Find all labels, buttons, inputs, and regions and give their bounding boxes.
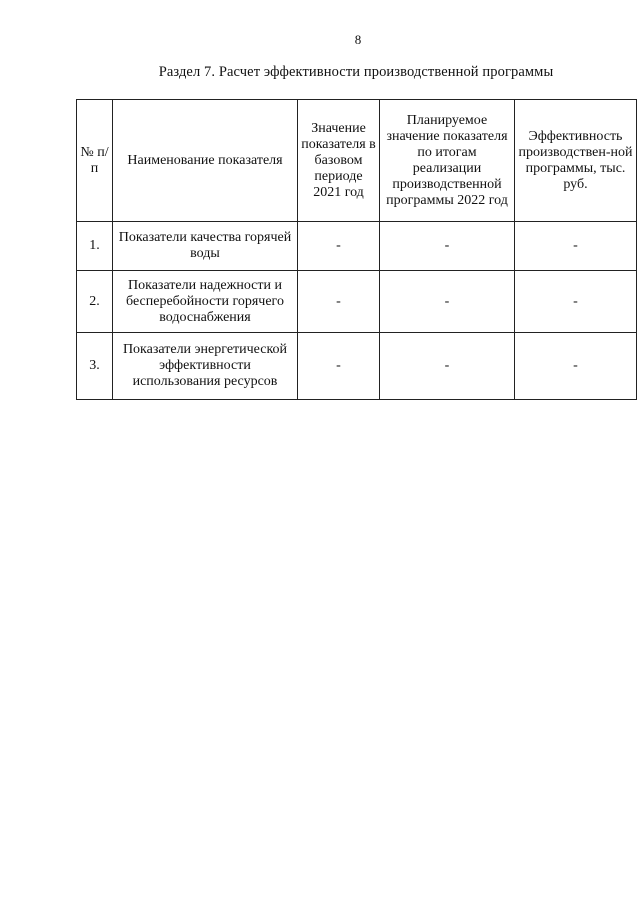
row-base-value: - [298, 271, 380, 333]
row-planned-value: - [380, 333, 515, 400]
row-base-value: - [298, 222, 380, 271]
row-num: 1. [77, 222, 113, 271]
header-efficiency: Эффективность производствен-ной программы, тыс. руб. [515, 100, 637, 222]
row-name: Показатели энергетической эффективности использования ресурсов [113, 333, 298, 400]
row-efficiency: - [515, 333, 637, 400]
table-body [77, 222, 637, 400]
row-name: Показатели качества горячей воды [113, 222, 298, 271]
row-num: 3. [77, 333, 113, 400]
header-name: Наименование показателя [113, 100, 298, 222]
row-name: Показатели надежности и бесперебойности горячего водоснабжения [113, 271, 298, 333]
page-number: 8 [354, 32, 362, 47]
table-row [77, 271, 637, 333]
row-efficiency: - [515, 271, 637, 333]
row-efficiency: - [515, 222, 637, 271]
table-row [77, 333, 637, 400]
section-title: Раздел 7. Расчет эффективности производственной программы [158, 64, 554, 80]
header-row [77, 100, 637, 222]
row-planned-value: - [380, 222, 515, 271]
efficiency-table [76, 99, 637, 400]
table-row [77, 222, 637, 271]
header-num: № п/п [77, 100, 113, 222]
table-header [77, 100, 637, 222]
row-planned-value: - [380, 271, 515, 333]
header-planned-value: Планируемое значение показателя по итогам реализации производственной программы 2022 год [380, 100, 515, 222]
row-base-value: - [298, 333, 380, 400]
row-num: 2. [77, 271, 113, 333]
header-base-value: Значение показателя в базовом периоде 2021 год [298, 100, 380, 222]
